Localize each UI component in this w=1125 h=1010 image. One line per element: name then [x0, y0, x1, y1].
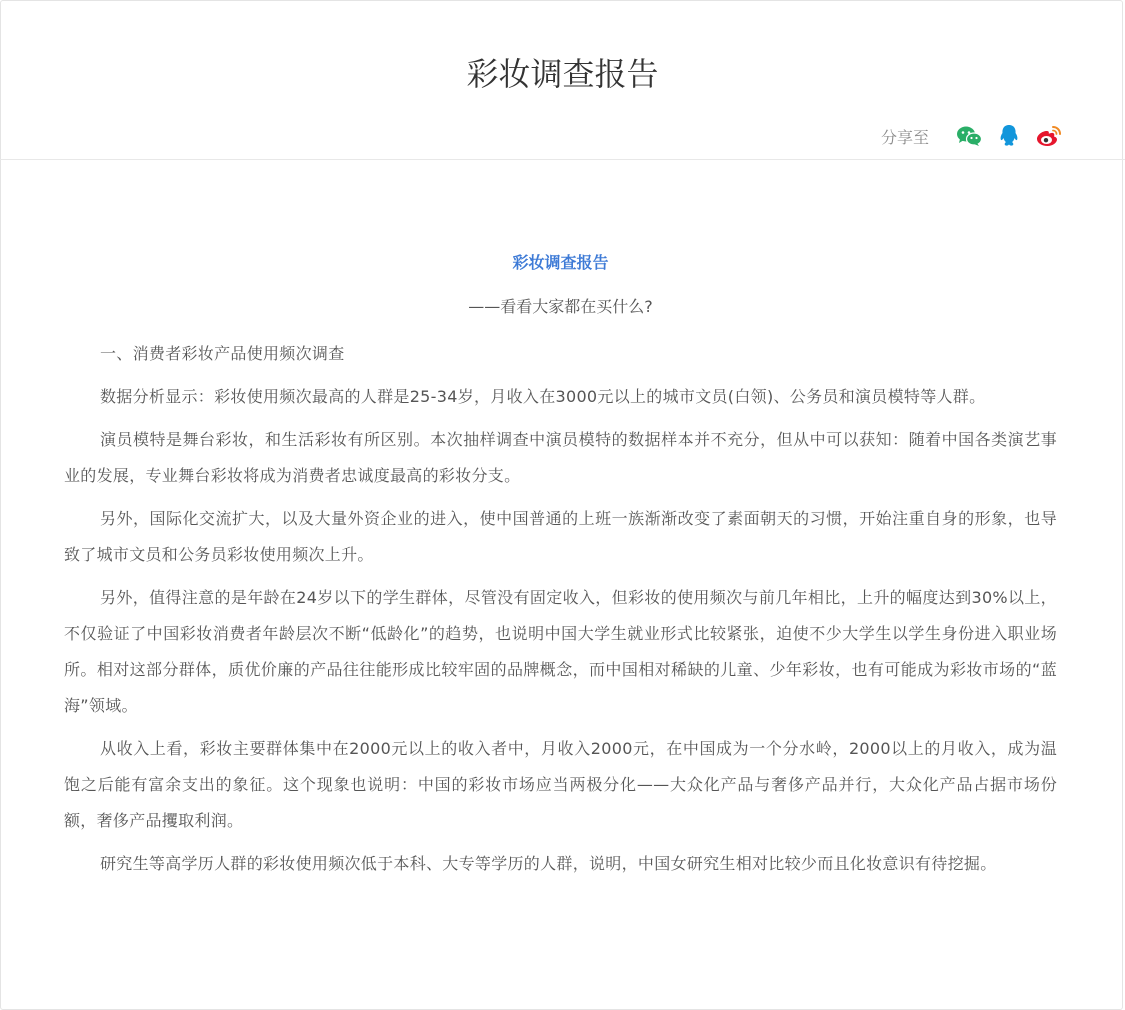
- paragraph: 数据分析显示：彩妆使用频次最高的人群是25-34岁，月收入在3000元以上的城市文员(白领)、公务员和演员模特等人群。: [100, 387, 986, 406]
- qq-icon[interactable]: [995, 122, 1023, 150]
- paragraph: 演员模特是舞台彩妆，和生活彩妆有所区别。本次抽样调查中演员模特的数据样本并不充分，但从中可以获知：随着中国各类演艺事业的发展，专业舞台彩妆将成为消费者忠诚度最高的彩妆分支。: [64, 430, 1057, 485]
- share-bar: [881, 120, 1063, 152]
- paragraph: 另外，国际化交流扩大，以及大量外资企业的进入，使中国普通的上班一族渐渐改变了素面朝天的习惯，开始注重自身的形象，也导致了城市文员和公务员彩妆使用频次上升。: [64, 509, 1057, 564]
- page-title: 彩妆调查报告: [466, 55, 659, 93]
- weibo-icon[interactable]: [1035, 122, 1063, 150]
- article-content: [64, 248, 1057, 889]
- article-title: 彩妆调查报告: [512, 253, 609, 272]
- paragraph: 从收入上看，彩妆主要群体集中在2000元以上的收入者中，月收入2000元，在中国成为一个分水岭，2000以上的月收入，成为温饱之后能有富余支出的象征。这个现象也说明：中国的彩妆市场应当两极分化——大众化产品与奢侈产品并行，大众化产品占据市场份额，奢侈产品攫取利润。: [64, 739, 1057, 830]
- section-heading: 一、消费者彩妆产品使用频次调查: [100, 344, 345, 363]
- share-label: 分享至: [880, 127, 929, 147]
- article-subtitle: ——看看大家都在买什么?: [468, 297, 653, 316]
- page-header: [0, 0, 1125, 160]
- paragraph: 另外，值得注意的是年龄在24岁以下的学生群体，尽管没有固定收入，但彩妆的使用频次与前几年相比，上升的幅度达到30%以上，不仅验证了中国彩妆消费者年龄层次不断“低龄化”的趋势，也说明中国大学生就业形式比较紧张，迫使不少大学生以学生身份进入职业场所。相对这部分群体，质优价廉的产品往往能形成比较牢固的品牌概念，而中国相对稀缺的儿童、少年彩妆，也有可能成为彩妆市场的“蓝海”领域。: [64, 588, 1057, 715]
- wechat-icon[interactable]: [955, 122, 983, 150]
- paragraph: 研究生等高学历人群的彩妆使用频次低于本科、大专等学历的人群，说明，中国女研究生相对比较少而且化妆意识有待挖掘。: [100, 854, 997, 873]
